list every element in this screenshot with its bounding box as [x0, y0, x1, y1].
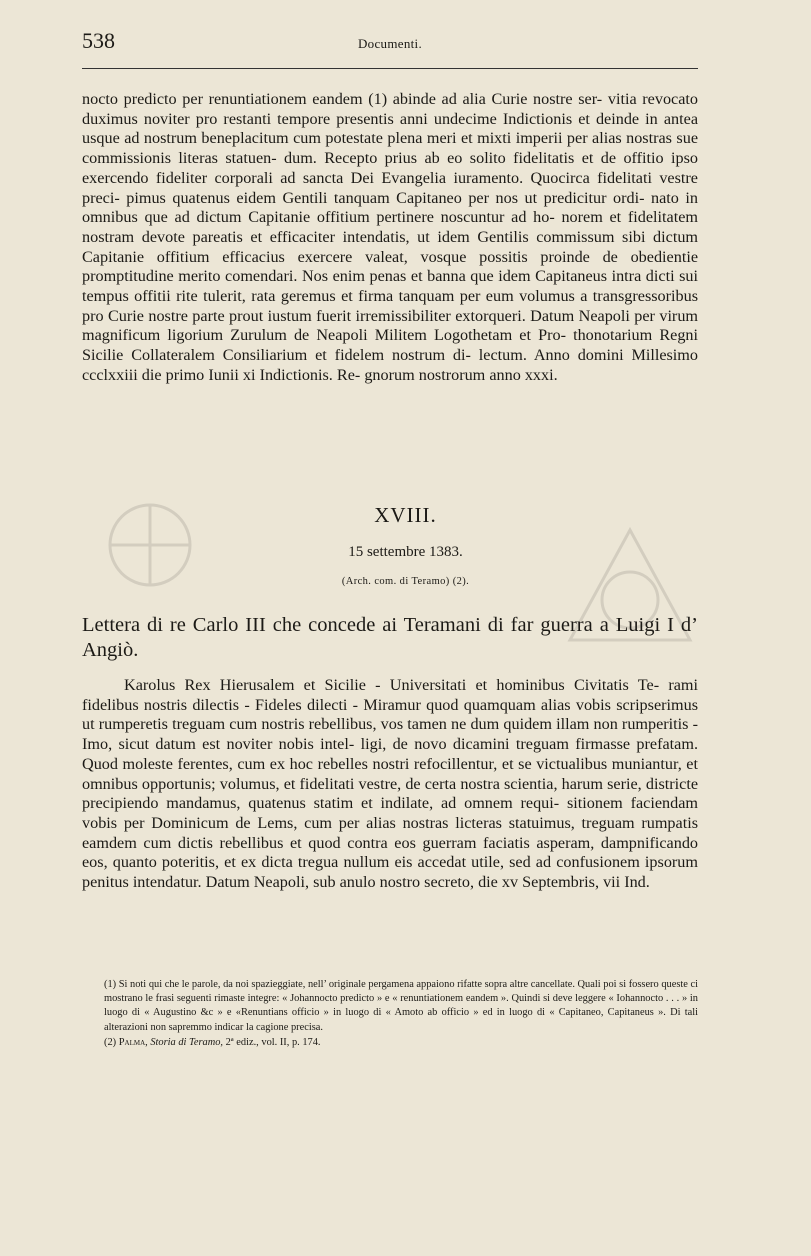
text-line: nostre parte prout iustum fuerit irremissibiliter extorqueri. Datum Neapoli per [148, 306, 655, 325]
text-line: vobis scripserimus ut rumperetis treguam cum nostris rebellibus, vos tamen ne [82, 695, 699, 734]
text-line: ligi, de novo dicamini treguam firmasse prefatam. Quod moleste ferentes, cum [82, 735, 699, 773]
section-source: (Arch. com. di Teramo) (2). [341, 576, 470, 587]
footnote-citation: 2ª ediz., vol. II, p. 174. [225, 1036, 321, 1048]
page-header [82, 24, 698, 64]
footnote-2 [104, 1036, 698, 1050]
text-line: Indictionis et deinde in antea usque ad nostrum beneplacitum cum potestate [82, 109, 699, 148]
section-number: XVIII. [374, 503, 437, 527]
text-line: Karolus Rex Hierusalem et Sicilie - Universitati et hominibus Civitatis Te- [124, 676, 660, 694]
text-line: virum magnificum ligorium Zurulum de Neapoli Militem Logothetam et Pro- [82, 306, 699, 345]
footnote-line: (1) Si noti qui che le parole, da noi spazieggiate, nell’ originale pergamena appaiono rifatte [104, 979, 482, 990]
text-line: rata geremus et firma tanquam per eum volumus a transgressoribus pro Curie [82, 287, 699, 325]
text-line: dum. Recepto prius ab eo solito fidelitatis et de offitio ipso exercendo fideliter [82, 149, 698, 187]
footnotes [104, 978, 698, 1050]
paragraph-2 [82, 676, 698, 893]
text-line: contra eos guerram faciatis asperam, dampnificando eos, quanto poteritis, et [82, 833, 699, 872]
text-line: dum quidem illam non rumperitis - Imo, sicut datum est noviter nobis intel- [82, 715, 699, 754]
text-line: vii Ind. [603, 873, 650, 892]
text-line: vitia revocato duximus noviter pro restanti tempore presentis anni undecime [82, 90, 698, 128]
text-line: penas et banna que idem Capitaneus intra dicti sui tempus offitii rite tulerit, [82, 267, 698, 306]
footnote-line: « Johannocto predicto » e « renuntiationem eandem ». Quindi si deve leggere « Iohannocto . . . » in [282, 993, 698, 1005]
footnote-1 [104, 978, 698, 1035]
text-line: rami fidelibus nostris dilectis - Fideles dilecti - Miramur quod quamquam alias [82, 676, 698, 714]
text-line: intendatur. Datum Neapoli, sub anulo nostro secreto, die xv Septembris, [132, 873, 600, 892]
text-line: districte precipiendo mandamus, quatenus statim et indilate, ad omnem requi- [82, 774, 699, 813]
title-line: a Luigi I d’ Angiò. [82, 614, 698, 661]
text-line: pimus quatenus eidem Gentili tanquam Capitaneo per nos ut predicitur ordi- [126, 188, 645, 207]
footnote-line: luogo di « Augustino &c » e «Renuntians officio » in luogo di « Amoto ab officio » ed in luogo di [104, 1007, 546, 1019]
paragraph-1 [82, 90, 698, 386]
footnote-line: « Capitaneo, Capitaneus ». Di tali alterazioni non sapremmo indicar la cagione precisa. [104, 1007, 698, 1033]
text-line: ex dicta tregua nullum eis accedat utile, sed ad confusionem ipsorum penitus [82, 853, 698, 892]
footnote-marker: (2) [104, 1036, 117, 1048]
text-line: sitionem faciendam vobis per Dominicum de Lems, cum per alias nostras [82, 794, 698, 832]
footnote-work-title: Storia di Teramo, [150, 1036, 223, 1048]
text-line: lectum. Anno domini Millesimo ccclxxiii die primo Iunii xi Indictionis. Re- [82, 346, 698, 384]
text-line: vosque possitis proinde de obedientie promptitudine merito comendari. Nos enim [82, 247, 699, 286]
section-date: 15 settembre 1383. [348, 544, 463, 560]
text-line: ex hoc rebelles nostri refocillentur, et se victualibus muniantur, et omnibus [82, 754, 698, 793]
text-line: Gentilis commissum sibi dictum Capitanie offitium efficacius exercere valeat, [82, 227, 698, 266]
text-line: opportunis; volumus, et fidelitati vestre, de certa nostra scientia, harum serie, [141, 774, 642, 793]
footnote-author: Palma, [118, 1036, 148, 1048]
text-line: plena meri et mixti imperii per alias nostras sue commissionis literas statuen- [82, 129, 699, 168]
text-line: licteras statuimus, treguam rumpatis eamdem cum dictis rebellibus et quod [82, 813, 698, 852]
text-line: thonotarium Regni Sicilie Collateralem Consiliarium et fidelem nostrum di- [82, 326, 698, 365]
running-head: Documenti. [357, 36, 422, 51]
document-title [82, 613, 698, 663]
header-rule [82, 68, 698, 69]
page-number: 538 [82, 28, 115, 53]
text-line: corporali ad sancta Dei Evangelia iuramento. Quocirca fidelitati vestre preci- [82, 168, 698, 207]
text-line: nocto predicto per renuntiationem eandem (1) abinde ad alia Curie nostre ser- [82, 90, 603, 108]
footnote-line: sopra altre cancellate. Quali poi si fossero queste ci mostrano le frasi seguenti rimaste integre: [104, 979, 699, 1005]
title-line: Lettera di re Carlo III che concede ai Teramani di far guerra [82, 614, 593, 636]
text-line: gnorum nostrorum anno xxxi. [364, 365, 558, 384]
text-line: nato in omnibus que ad dictum Capitanie offitium pertinere noscuntur ad ho- [82, 188, 699, 227]
text-line: norem et fidelitatem nostram devote pareatis et efficaciter intendatis, ut idem [82, 208, 698, 246]
